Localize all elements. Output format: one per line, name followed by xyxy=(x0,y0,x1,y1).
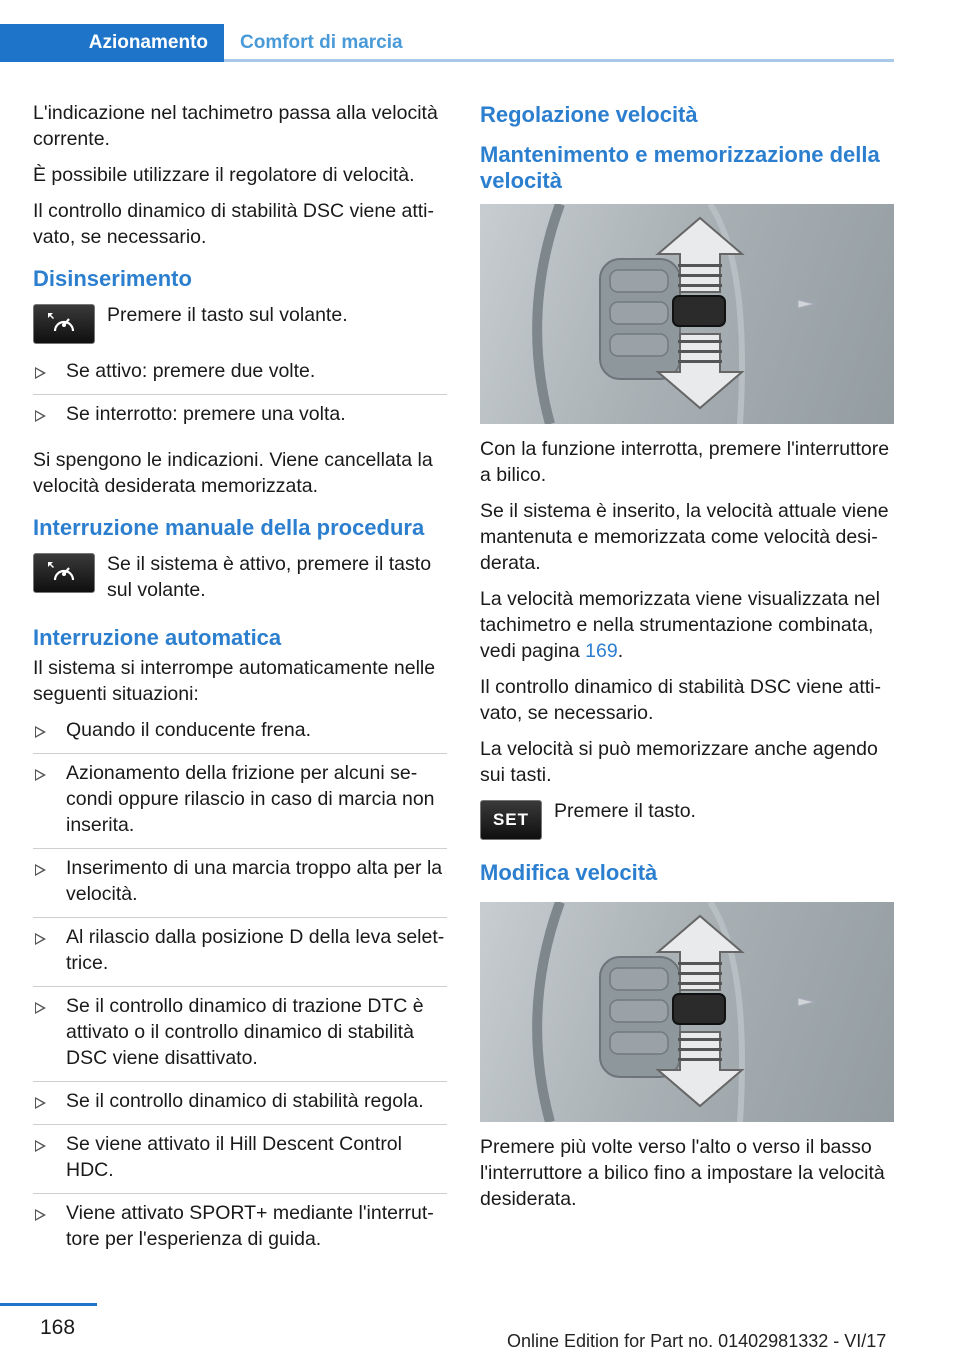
automatica-intro: Il sistema si interrompe automaticamente nelle seguenti situazioni: xyxy=(33,657,436,705)
footer-bar xyxy=(0,1303,97,1306)
heading-interruzione-manuale: Interruzione manuale della procedura xyxy=(33,515,425,540)
steering-wheel-rocker-photo xyxy=(480,902,894,1122)
cruise-control-button-icon xyxy=(33,304,95,344)
list-item: Se viene attivato il Hill Descent Control HDC. xyxy=(33,1131,447,1194)
heading-modifica-velocita: Modifica velocità xyxy=(480,860,658,885)
bullet-triangle-icon xyxy=(35,1209,46,1221)
list-item: Quando il conducente frena. xyxy=(33,717,447,754)
set-text: Premere il tasto. xyxy=(554,800,696,822)
disinserimento-after: Si spengono le indicazioni. Viene cancellata la velocità desiderata memorizzata. xyxy=(33,449,433,497)
mantenimento-p4: Il controllo dinamico di stabilità DSC viene attivato, se necessario. xyxy=(480,676,882,724)
heading-interruzione-automatica: Interruzione automatica xyxy=(33,625,282,650)
manuale-instruction xyxy=(33,551,447,603)
list-item: Inserimento di una marcia troppo alta per la velocità. xyxy=(33,855,447,918)
intro-paragraph-3: Il controllo dinamico di stabilità DSC viene attivato, se necessario. xyxy=(33,200,435,248)
bullet-triangle-icon xyxy=(35,1097,46,1109)
intro-paragraph-2: È possibile utilizzare il regolatore di velocità. xyxy=(33,164,415,186)
page-header xyxy=(0,24,894,62)
intro-paragraph-1: L'indicazione nel tachimetro passa alla velocità corrente. xyxy=(33,102,438,150)
list-item: Viene attivato SPORT+ mediante l'interruttore per l'esperienza di guida. xyxy=(33,1200,447,1262)
list-item: Se interrotto: premere una volta. xyxy=(33,401,447,437)
list-item: Al rilascio dalla posizione D della leva selettrice. xyxy=(33,924,447,987)
list-item: Azionamento della frizione per alcuni secondi oppure rilascio in caso di marcia non inserita. xyxy=(33,760,447,849)
bullet-triangle-icon xyxy=(35,933,46,945)
disinserimento-instruction xyxy=(33,302,447,344)
mantenimento-p3: La velocità memorizzata viene visualizzata nel tachimetro e nella strumentazione combinata, vedi pagina 169. xyxy=(480,588,880,662)
manuale-text: Se il sistema è attivo, premere il tasto sul volante. xyxy=(107,553,432,601)
section-tab-comfort[interactable]: Comfort di marcia xyxy=(240,32,403,53)
bullet-triangle-icon xyxy=(35,367,46,379)
page-reference-link[interactable]: 169 xyxy=(585,640,618,662)
mantenimento-p2: Se il sistema è inserito, la velocità attuale viene mantenuta e memorizzata come velocità desiderata. xyxy=(480,500,889,574)
bullet-triangle-icon xyxy=(35,864,46,876)
set-instruction xyxy=(480,798,894,840)
bullet-triangle-icon xyxy=(35,726,46,738)
mantenimento-p1: Con la funzione interrotta, premere l'interruttore a bilico. xyxy=(480,438,890,486)
header-rule xyxy=(224,59,894,62)
list-item: Se il controllo dinamico di trazione DTC è attivato o il controllo dinamico di stabilità DSC viene disattivato. xyxy=(33,993,447,1082)
heading-regolazione-velocita: Regolazione velocità xyxy=(480,102,698,127)
mantenimento-p5: La velocità si può memorizzare anche agendo sui tasti. xyxy=(480,738,878,786)
list-item: Se attivo: premere due volte. xyxy=(33,358,447,395)
right-column xyxy=(480,100,894,1222)
bullet-triangle-icon xyxy=(35,769,46,781)
edition-text: Online Edition for Part no. 01402981332 - VI/17 xyxy=(507,1331,887,1351)
cruise-control-button-icon xyxy=(33,553,95,593)
heading-mantenimento: Mantenimento e memorizzazione della velocità xyxy=(480,142,880,193)
modifica-p1: Premere più volte verso l'alto o verso il basso l'interruttore a bilico fino a impostare la velocità desiderata. xyxy=(480,1136,885,1210)
set-button-icon: SET xyxy=(480,800,542,840)
page-number: 168 xyxy=(40,1316,76,1339)
disinserimento-text: Premere il tasto sul volante. xyxy=(107,304,348,326)
heading-disinserimento: Disinserimento xyxy=(33,266,192,291)
disinserimento-list xyxy=(33,358,447,437)
automatica-list xyxy=(33,717,447,1262)
bullet-triangle-icon xyxy=(35,1140,46,1152)
bullet-triangle-icon xyxy=(35,1002,46,1014)
list-item: Se il controllo dinamico di stabilità regola. xyxy=(33,1088,447,1125)
left-column xyxy=(33,100,447,1272)
bullet-triangle-icon xyxy=(35,410,46,422)
section-tab-azionamento[interactable]: Azionamento xyxy=(0,24,224,62)
steering-wheel-rocker-photo xyxy=(480,204,894,424)
